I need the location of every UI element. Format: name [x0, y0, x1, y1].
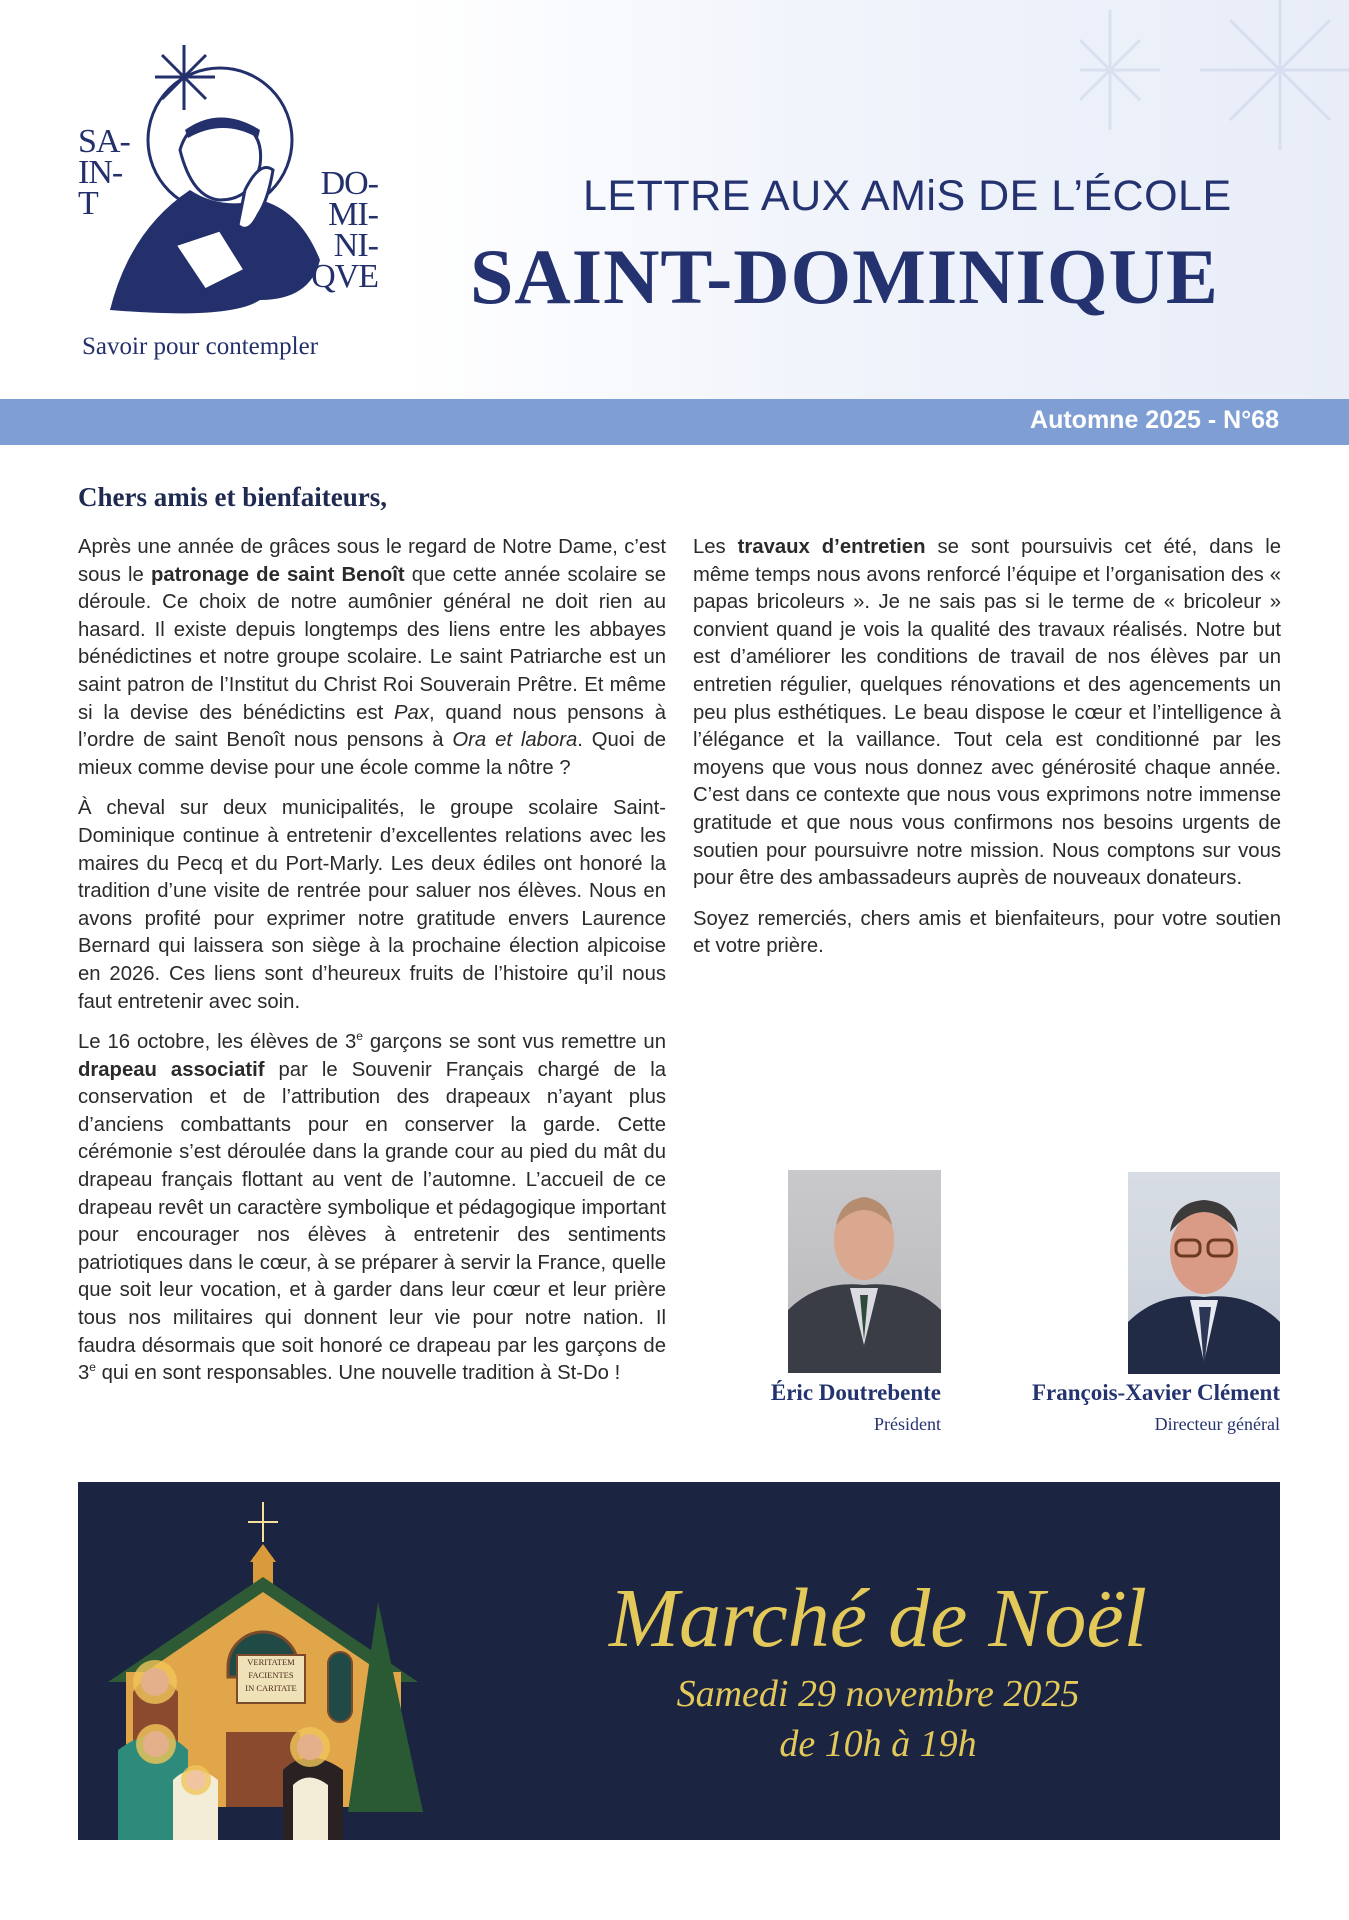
school-logo: [70, 40, 390, 370]
christmas-market-hours: de 10h à 19h: [779, 1723, 977, 1765]
logo-syllable: NI-: [333, 227, 378, 264]
christmas-market-banner: [78, 1482, 1280, 1840]
text: garçons se sont vus remettre un: [362, 1031, 666, 1054]
logo-syllable: MI-: [328, 196, 378, 233]
logo-text-right: [282, 165, 378, 295]
text: par le Souvenir Français chargé de la conservation et de l’attribution des drapeaux n’ayant plus d’anciens combattants pour en conserver la garde. Cette cérémonie s’est déroulée dans la grande cour au pied du mât du drapeau français flottant au vent de l’automne. L’accueil de ce drapeau revêt un caractère symbolique et pédagogique important pour encourager nos élèves à entretenir des sentiments patriotiques dans le cœur, à se préparer à servir la France, quelle que soit leur vocation, et à garder dans leur cœur et leur prière tous nos militaires qui donnent leur vie pour notre nation. Il faudra désormais que soit honoré ce drapeau par les garçons de 3: [78, 1058, 666, 1385]
letter-column-left: [78, 534, 666, 1401]
motto-ora-et-labora: Ora et labora: [452, 729, 578, 752]
newsletter-title: LETTRE AUX AMiS DE L’ÉCOLE: [583, 172, 1232, 220]
text: Après une année de grâces sous le regard de Notre Dame, c’est sous le: [78, 536, 666, 586]
superscript: e: [89, 1360, 96, 1375]
logo-syllable: SA-: [78, 123, 130, 160]
text: Le 16 octobre, les élèves de 3: [78, 1031, 357, 1054]
logo-syllable: IN-: [78, 154, 123, 191]
paragraph-saint-benoit: [78, 534, 666, 782]
text: se sont poursuivis cet été, dans le même temps nous avons renforcé l’équipe et l’organisation des « papas bricoleurs ». Je ne sais pas si le terme de « bricoleur » convient quand je vois la qualité des travaux réalisés. Notre but est d’améliorer les conditions de travail de nos élèves par un entretien régulier, quelques rénovations et des agencements un peu plus esthétiques. Le beau dispose le cœur et l’intelligence à l’élégance et la vaillance. Tout cela est conditionné par les moyens que vous nous donnez avec générosité chaque année. C’est dans ce contexte que nous vous exprimons notre immense gratitude et que nous vous confirmons nos besoins urgents de soutien pour poursuivre notre mission. Nous comptons sur vous pour être des ambassadeurs auprès de nouveaux donateurs.: [693, 536, 1281, 890]
text: que cette année scolaire se déroule. Ce choix de notre aumônier général ne doit rien au hasard. Il existe depuis longtemps des liens entre les abbayes bénédictines et notre groupe scolaire. Le saint Patriarche est un saint patron de l’Institut du Christ Roi Souverain Prêtre. Et même si la devise des bénédictins est: [78, 563, 666, 724]
issue-label: Automne 2025 - N°68: [1030, 406, 1279, 434]
portrait-eric-doutrebente: [788, 1170, 941, 1373]
signatory-name: Éric Doutrebente: [770, 1380, 941, 1405]
emphasis-patronage: patronage de saint Benoît: [150, 563, 405, 586]
text: qui en sont responsables. Une nouvelle tradition à St-Do !: [95, 1362, 621, 1385]
star-decoration-icon: [1080, 0, 1349, 160]
letter-greeting: Chers amis et bienfaiteurs,: [78, 482, 387, 512]
text: Les: [693, 536, 738, 558]
christmas-market-title: Marché de Noël: [608, 1572, 1148, 1665]
chapel-motto-sign: [236, 1654, 306, 1704]
school-name-title: SAINT-DOMINIQUE: [470, 233, 1219, 320]
sign-line: FACIENTES: [248, 1670, 294, 1680]
signatory-role: Président: [874, 1414, 941, 1434]
logo-syllable: QVE: [311, 258, 378, 295]
signatory-role: Directeur général: [1154, 1414, 1280, 1434]
text: , quand nous pensons à l’ordre de saint Benoît nous pensons à: [78, 701, 666, 752]
portrait-francois-xavier-clement: [1128, 1172, 1280, 1374]
logo-syllable: T: [78, 185, 98, 222]
sign-line: VERITATEM: [247, 1657, 295, 1667]
text: . Quoi de mieux comme devise pour une école comme la nôtre ?: [78, 729, 666, 779]
motto-pax: Pax: [394, 701, 429, 724]
paragraph-maintenance: [693, 534, 1281, 893]
paragraph-flag: [78, 1029, 666, 1388]
emphasis-drapeau: drapeau associatif: [78, 1058, 265, 1081]
signatory-name: François-Xavier Clément: [1031, 1380, 1280, 1405]
emphasis-travaux: travaux d’entretien: [737, 536, 926, 558]
sign-line: IN CARITATE: [245, 1683, 297, 1693]
logo-syllable: DO-: [320, 165, 378, 202]
logo-tagline: Savoir pour contempler: [82, 333, 319, 360]
superscript: e: [356, 1029, 363, 1044]
paragraph-thanks: Soyez remerciés, chers amis et bienfaiteurs, pour votre soutien et votre prière.: [693, 907, 1281, 958]
christmas-market-date: Samedi 29 novembre 2025: [676, 1673, 1080, 1715]
logo-text-left: [78, 123, 130, 222]
letter-column-right: [693, 534, 1281, 974]
paragraph-municipalities: À cheval sur deux municipalités, le groupe scolaire Saint-Dominique continue à entretenir d’excellentes relations avec les maires du Pecq et du Port-Marly. Les deux édiles ont honoré la tradition d’une visite de rentrée pour saluer nos élèves. Nous en avons profité pour exprimer notre gratitude envers Laurence Bernard qui laissera son siège à la prochaine élection alpicoise en 2026. Ces liens sont d’heureux fruits de l’histoire qu’il nous faut entretenir avec soin.: [78, 797, 666, 1013]
